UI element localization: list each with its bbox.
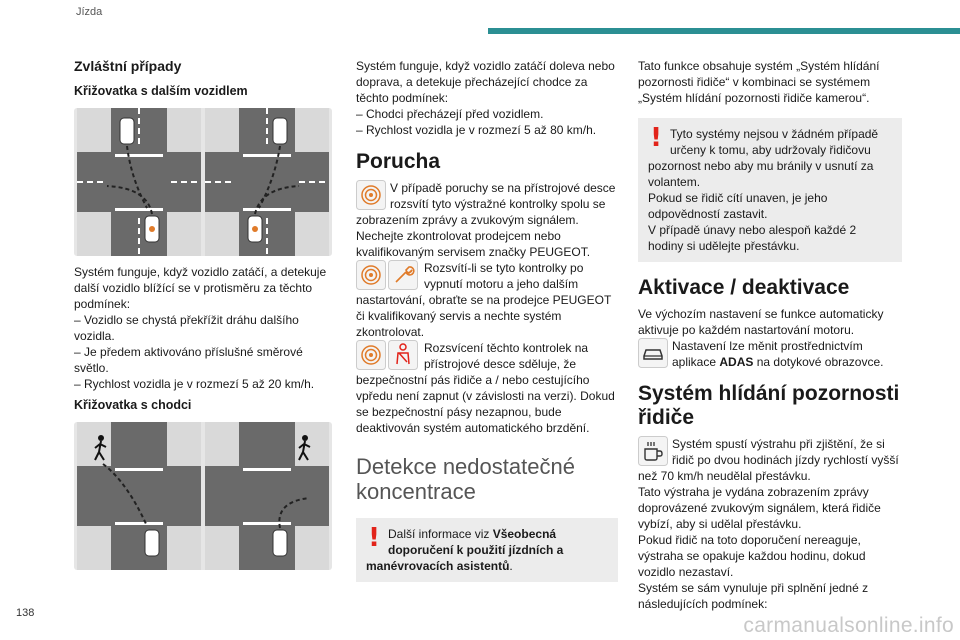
section-color-bar	[488, 28, 960, 34]
heading-activation: Aktivace / deaktivace	[638, 276, 850, 299]
pedestrian-turn-panel	[205, 422, 329, 570]
pedestrian-straight-panel	[77, 422, 201, 570]
paragraph: na dotykové obrazovce.	[753, 355, 884, 369]
warning-text: Tyto systémy nejsou v žádném případě určeny k tomu, aby udržovaly řidičovu pozornost nebo aby mu bránily v usnutí za volantem.	[648, 127, 879, 189]
paragraph: Systém se sám vynuluje při splnění jedné z následujících podmínek:	[638, 581, 869, 611]
intersection-right-turn-panel	[205, 108, 329, 256]
paragraph: Tato výstraha je vydána zobrazením zprávy doprovázené zvukovým signálem, která řidiče vybízí, aby si udělal přestávku.	[638, 485, 881, 531]
column-2	[356, 58, 618, 582]
paragraph: Systém funguje, když vozidlo zatáčí, a detekuje další vozidlo blížící se v protisměru za těchto podmínek:	[74, 265, 327, 311]
heading-special-cases: Zvláštní případy	[74, 58, 182, 74]
warning-text: .	[509, 559, 513, 573]
list-item: – Rychlost vozidla je v rozmezí 5 až 20 km/h.	[74, 377, 315, 391]
warning-box-attention	[638, 118, 902, 262]
paragraph: Nastavení lze měnit prostřednictvím aplikace	[672, 339, 863, 369]
fault-block-3	[356, 340, 618, 436]
collision-warning-icon	[356, 340, 386, 370]
paragraph: Ve výchozím nastavení se funkce automaticky aktivuje po každém nastartování motoru.	[638, 307, 884, 337]
page-number: 138	[16, 607, 35, 619]
list-item: – Vozidlo se chystá překřížit dráhu dalšího vozidla.	[74, 313, 299, 343]
heading-detection: Detekce nedostatečné koncentrace	[356, 454, 575, 504]
paragraph: Tato funkce obsahuje systém „Systém hlídání pozornosti řidiče“ v kombinaci se systémem „Systém hlídání pozornosti řidiče kamerou“.	[638, 59, 880, 105]
seatbelt-icon	[388, 340, 418, 370]
paragraph: Rozsvítí-li se tyto kontrolky po vypnutí motoru a jeho dalším nastartování, obraťte se na prodejce PEUGEOT či kvalifikovaný servis a nechte systém zkontrolovat.	[356, 261, 612, 339]
driver-attention-text	[638, 436, 902, 612]
list-item: – Chodci přecházejí před vozidlem.	[356, 107, 544, 121]
exclamation-icon: !	[368, 523, 380, 553]
paragraph: Systém funguje, když vozidlo zatáčí doleva nebo doprava, a detekuje přecházející chodce za těchto podmínek:	[356, 59, 615, 105]
warning-link-text: Všeobecná doporučení k použití jízdních a manévrovacích asistentů	[366, 527, 564, 573]
paragraph: Systém spustí výstrahu při zjištění, že si řidič po dvou hodinách jízdy rychlostí vyšší než 70 km/h neudělal přestávku.	[638, 437, 899, 483]
column-1	[74, 58, 332, 578]
paragraph: Pokud řidič na toto doporučení nereaguje, výstraha se opakuje každou hodinu, dokud vozidlo nezastaví.	[638, 533, 866, 579]
exclamation-icon: !	[650, 123, 662, 153]
collision-warning-icon	[356, 180, 386, 210]
intersection-pedestrian-illustration	[74, 422, 332, 570]
list-item: – Rychlost vozidla je v rozmezí 5 až 80 km/h.	[356, 123, 597, 137]
paragraph: V případě poruchy se na přístrojové desce rozsvítí tyto výstražné kontrolky spolu se zobrazením zprávy a zvukovým signálem.	[356, 181, 616, 227]
warning-box	[356, 518, 618, 582]
car-settings-icon	[638, 338, 668, 368]
collision-warning-icon	[356, 260, 386, 290]
subheading-intersection-vehicle: Křižovatka s dalším vozidlem	[74, 84, 248, 98]
warning-text: V případě únavy nebo alespoň každé 2 hodiny si udělejte přestávku.	[648, 223, 857, 253]
wrench-icon	[388, 260, 418, 290]
watermark: carmanualsonline.info	[743, 614, 954, 637]
coffee-cup-icon	[638, 436, 668, 466]
heading-fault: Porucha	[356, 150, 441, 173]
list-item: – Je předem aktivováno příslušné směrové světlo.	[74, 345, 303, 375]
paragraph: Rozsvícení těchto kontrolek na přístrojové desce sděluje, že bezpečnostní pás řidiče a / nebo cestujícího vpředu není zapnut (v závislosti na verzi). Dokud se bezpečnostní pásy nezapnou, bude deaktivován systém automatického brzdění.	[356, 341, 615, 435]
activation-settings	[638, 338, 902, 370]
subheading-intersection-pedestrians: Křižovatka s chodci	[74, 398, 192, 412]
adas-label: ADAS	[719, 355, 754, 369]
intersection-vehicle-text	[74, 264, 332, 392]
heading-driver-attention: Systém hlídání pozornosti řidiče	[638, 382, 900, 429]
paragraph: Nechejte zkontrolovat prodejcem nebo kvalifikovaným servisem značky PEUGEOT.	[356, 229, 591, 259]
intersection-left-turn-panel	[77, 108, 201, 256]
fault-block-2	[356, 260, 618, 340]
column-3	[638, 58, 902, 612]
warning-text: Další informace viz	[388, 527, 493, 541]
warning-text: Pokud se řidič cítí unaven, je jeho odpovědností zastavit.	[648, 191, 828, 221]
pedestrian-text	[356, 58, 618, 138]
running-header: Jízda	[76, 6, 103, 18]
fault-block-1	[356, 180, 618, 260]
intersection-vehicle-illustration	[74, 108, 332, 256]
